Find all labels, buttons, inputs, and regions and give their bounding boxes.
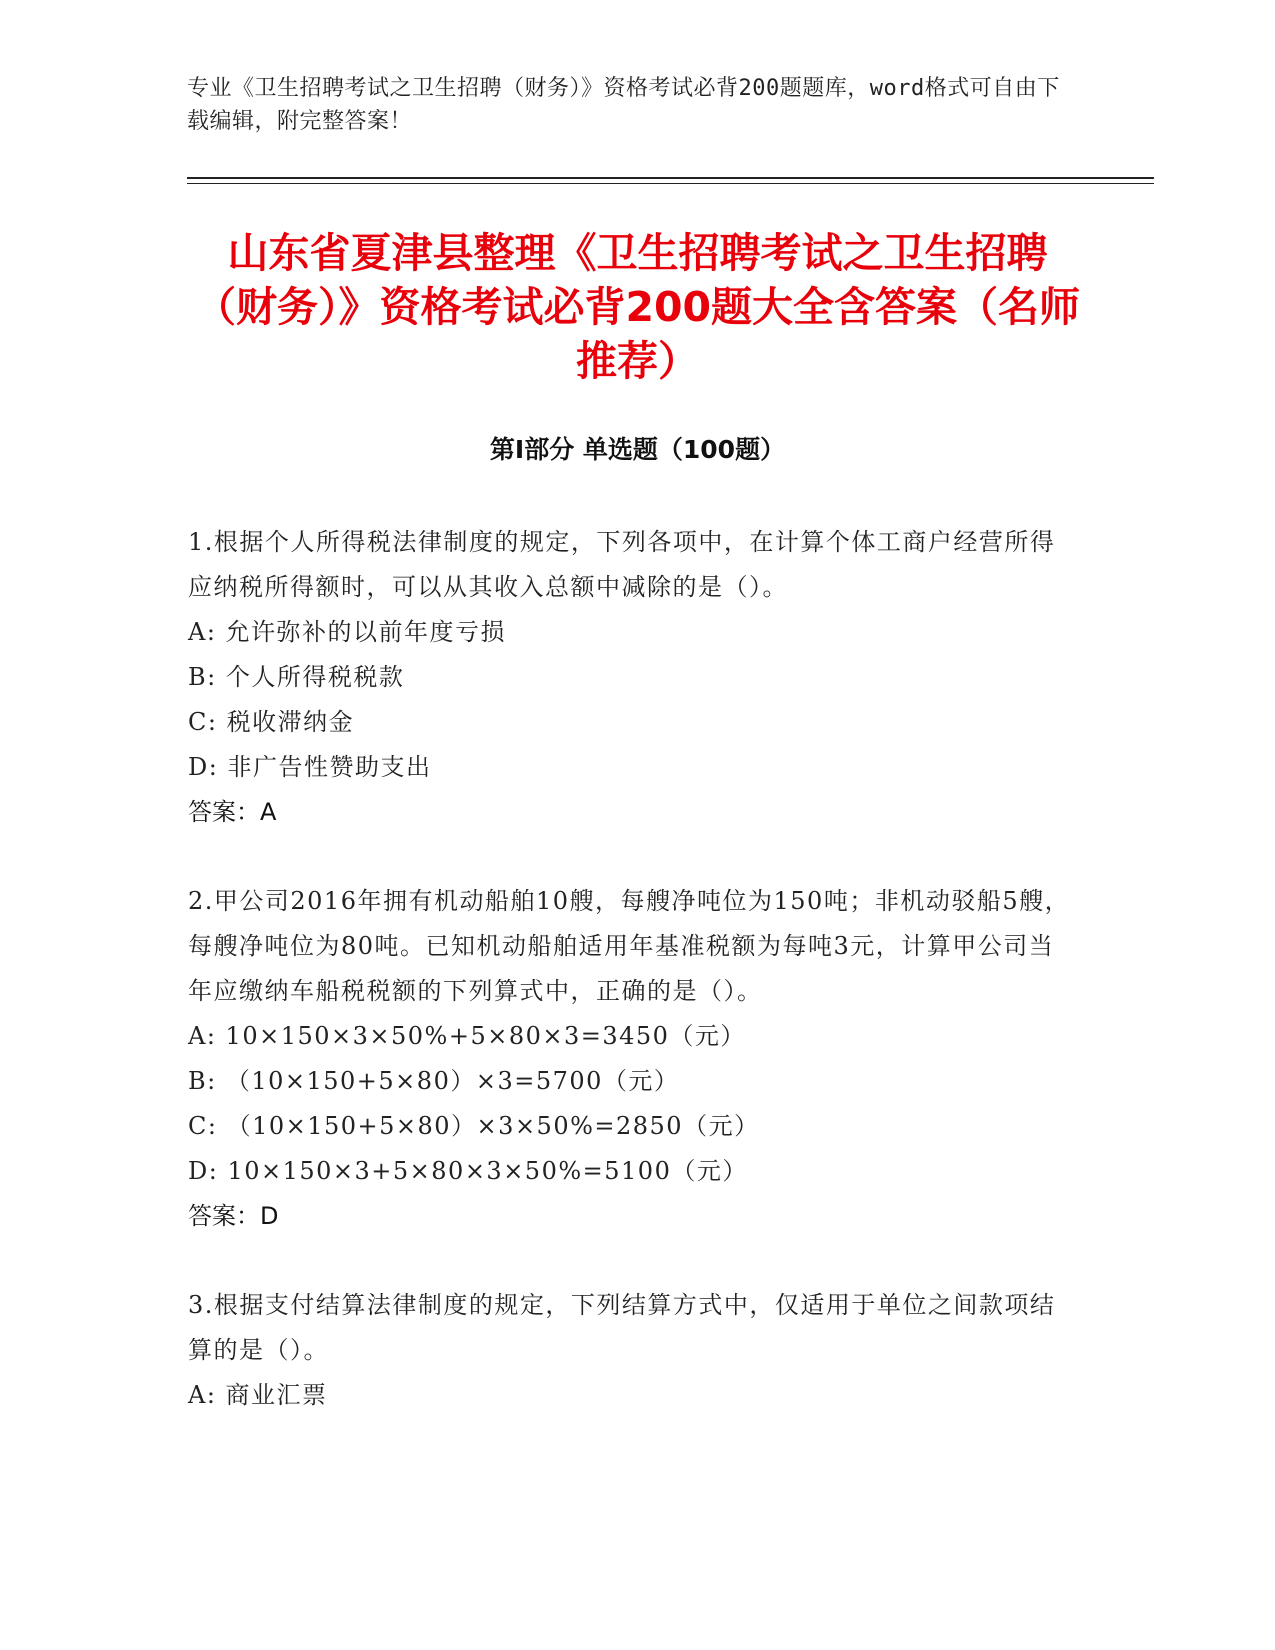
option-a: A: 商业汇票 [188, 1381, 328, 1409]
question-3 [188, 1283, 1078, 1418]
option-b: B: 个人所得税税款 [188, 663, 405, 691]
header-note: 专业《卫生招聘考试之卫生招聘（财务）》资格考试必背200题题库，word格式可自由下载编辑，附完整答案！ [187, 76, 1060, 134]
option-d: D: 非广告性赞助支出 [188, 753, 432, 781]
header-divider [187, 177, 1154, 179]
option-c: C: （10×150+5×80）×3×50%=2850（元） [188, 1112, 760, 1140]
header-divider-thin [187, 183, 1154, 184]
answer: 答案：D [188, 1202, 279, 1230]
option-b: B: （10×150+5×80）×3=5700（元） [188, 1067, 680, 1095]
question-stem: 1.根据个人所得税法律制度的规定，下列各项中，在计算个体工商户经营所得应纳税所得额时，可以从其收入总额中减除的是（）。 [188, 528, 1056, 601]
option-a: A: 10×150×3×50%+5×80×3=3450（元） [188, 1022, 746, 1050]
answer: 答案：A [188, 798, 277, 826]
option-a: A: 允许弥补的以前年度亏损 [188, 618, 507, 646]
option-c: C: 税收滞纳金 [188, 708, 355, 736]
question-1 [188, 520, 1078, 835]
question-stem: 2.甲公司2016年拥有机动船舶10艘，每艘净吨位为150吨；非机动驳船5艘，每艘净吨位为80吨。已知机动船舶适用年基准税额为每吨3元，计算甲公司当年应缴纳车船税税额的下列算式中，正确的是（）。 [188, 887, 1071, 1005]
question-list [188, 520, 1078, 1462]
section-title: 第I部分 单选题（100题） [489, 435, 786, 464]
option-d: D: 10×150×3+5×80×3×50%=5100（元） [188, 1157, 748, 1185]
document-title: 山东省夏津县整理《卫生招聘考试之卫生招聘（财务）》资格考试必背200题大全含答案（名师推荐） [194, 229, 1081, 385]
question-stem: 3.根据支付结算法律制度的规定，下列结算方式中，仅适用于单位之间款项结算的是（）。 [188, 1291, 1056, 1364]
question-2 [188, 879, 1078, 1239]
